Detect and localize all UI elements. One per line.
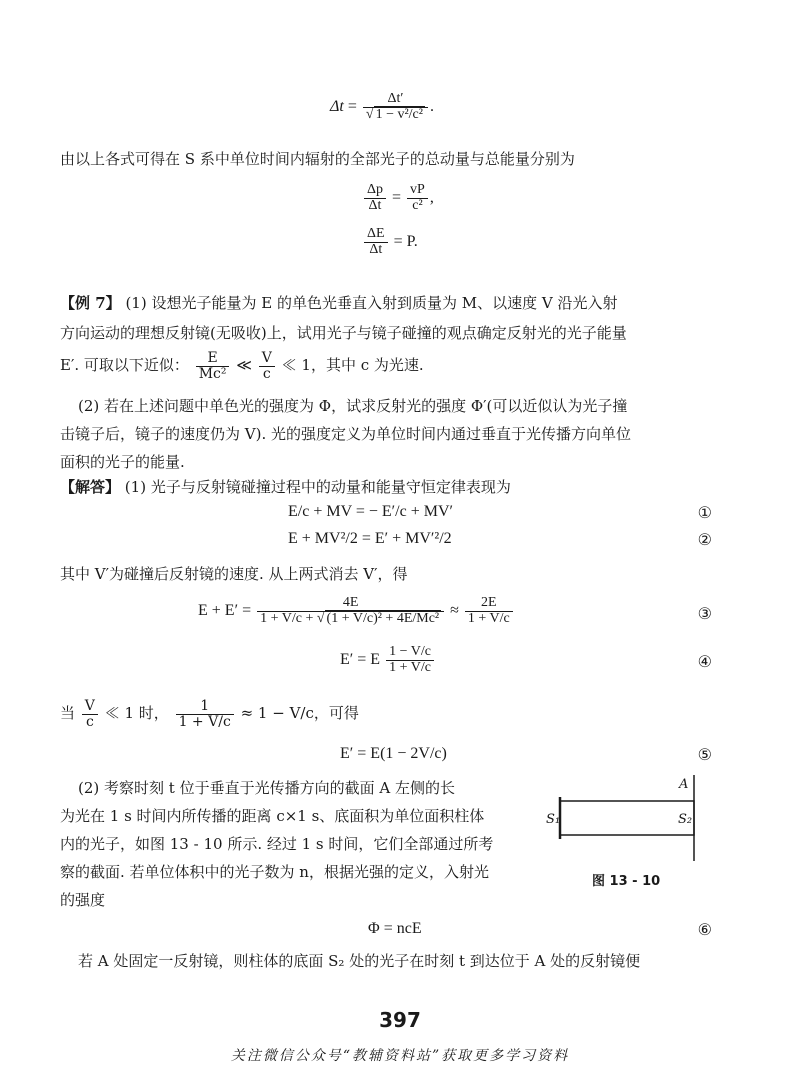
answer-line2: 其中 V′为碰撞后反射镜的速度. 从上两式消去 V′，得 [60, 565, 408, 583]
answer-line1: (1) 光子与反射镜碰撞过程中的动量和能量守恒定律表现为 [124, 478, 511, 496]
equation-de [362, 227, 418, 257]
eq-de-num: ΔE [367, 226, 385, 241]
equation-3-label: ③ [697, 604, 712, 623]
approx-mid: ≪ [236, 356, 252, 374]
eq4-den: 1 + V/c [386, 660, 434, 676]
equation-4 [340, 645, 436, 675]
footer-text: 关注微信公众号“教辅资料站”获取更多学习资料 [230, 1048, 570, 1064]
equation-5: E′ = E(1 − 2V/c) [340, 745, 447, 762]
example-p1-line1: (1) 设想光子能量为 E 的单色光垂直入射到质量为 M、以速度 V 沿光入射 [125, 294, 618, 312]
answer-line-1 [60, 476, 740, 498]
figure-label-s1: S₁ [546, 812, 561, 827]
equation-dt: Δt = $\frac{\Delta t'}{\text{√ 1 − v²/c²}}$ . [330, 91, 434, 122]
answer-p2-line4: 察的截面. 若单位体积中的光子数为 n，根据光强的定义，入射光 [60, 863, 489, 881]
eq-dp-num: Δp [367, 182, 384, 197]
example-p2-line2: 击镜子后，镜子的速度仍为 V). 光的强度定义为单位时间内通过垂直于光传播方向单位 [60, 425, 631, 443]
eq-de-den: Δt [364, 242, 388, 258]
when-line [60, 698, 740, 729]
figure-label-a: A [679, 777, 689, 792]
when-den: c [82, 714, 98, 730]
eq-de-rhs: = P. [393, 232, 418, 250]
example-line-1 [60, 292, 740, 314]
answer-p2-line1: (2) 考察时刻 t 位于垂直于光传播方向的截面 A 左侧的长 [78, 779, 455, 797]
approx-num2: V [261, 349, 272, 366]
equation-6-label: ⑥ [697, 920, 712, 939]
eq3-lhs: E + E′ = [198, 601, 252, 619]
example-p2-line1: (2) 若在上述问题中单色光的强度为 Φ，试求反射光的强度 Φ′(可以近似认为光子撞 [78, 397, 628, 415]
equation-5-label: ⑤ [697, 745, 712, 764]
eq3-den: 1 + V/c + √ (1 + V/c)² + 4E/Mc² [257, 611, 444, 627]
example-tag: 【例 7】 [60, 294, 121, 312]
eq-dp-den: Δt [364, 198, 386, 214]
eq-dt-end: . [429, 97, 434, 115]
equation-1-label: ① [697, 503, 712, 522]
eq-dt-num: Δt′ [387, 91, 404, 106]
equation-1: E/c + MV = − E′/c + MV′ [288, 503, 454, 520]
cylinder-rect [560, 801, 694, 835]
eq3-approx: ≈ [450, 601, 459, 619]
equation-4-label: ④ [697, 652, 712, 671]
answer-p2-line3: 内的光子，如图 13 - 10 所示. 经过 1 s 时间，它们全部通过所考 [60, 835, 494, 853]
approx-num1: E [207, 349, 218, 366]
eq-dp-rhs-den: c² [407, 198, 428, 214]
eq-dt-fraction [363, 92, 428, 122]
answer-p2-line5: 的强度 [60, 891, 106, 909]
eq3-rhs-den: 1 + V/c [465, 611, 513, 627]
example-p1-line2: 方向运动的理想反射镜(无吸收)上，试用光子与镜子碰撞的观点确定反射光的光子能量 [60, 324, 627, 342]
eq-dt-lhs: Δt [330, 97, 344, 115]
figure-caption: 图 13 - 10 [592, 874, 661, 889]
example-line-3 [60, 350, 740, 381]
equation-dp: $\frac{\Delta p}{\Delta t}$ = $\frac{vP}{\text{c²}}$ , [362, 183, 434, 213]
equation-3 [198, 596, 515, 626]
approx-den2: c [259, 366, 275, 382]
equation-2: E + MV²/2 = E′ + MV′²/2 [288, 530, 452, 547]
when-c: ≈ 1 − V/c，可得 [240, 704, 359, 722]
eq4-lhs: E′ = E [340, 650, 381, 668]
equation-2-label: ② [697, 530, 712, 549]
answer-tag: 【解答】 [60, 478, 121, 496]
approx-den1: Mc² [196, 366, 230, 382]
when-num: V [84, 697, 95, 714]
intro-line: 由以上各式可得在 S 系中单位时间内辐射的全部光子的总动量与总能量分别为 [60, 150, 575, 168]
when-a: 当 [60, 704, 76, 722]
when-frac-num: 1 [200, 697, 210, 714]
answer-p2-line2: 为光在 1 s 时间内所传播的距离 c×1 s、底面积为单位面积柱体 [60, 807, 485, 825]
example-p1-line3-a: E′. 可取以下近似： [60, 356, 189, 374]
example-p1-line3-b: ≪ 1，其中 c 为光速. [281, 356, 424, 374]
eq3-num: 4E [342, 595, 359, 610]
eq3-rhs-num: 2E [481, 595, 497, 610]
example-p2-line3: 面积的光子的能量. [60, 453, 185, 471]
figure-label-s2: S₂ [678, 812, 693, 827]
answer-last-line: 若 A 处固定一反射镜，则柱体的底面 S₂ 处的光子在时刻 t 到达位于 A 处的反射镜便 [78, 952, 641, 970]
equation-6: Φ = ncE [368, 920, 422, 937]
eq-dp-end: , [429, 188, 434, 206]
when-frac-den: 1 + V/c [176, 714, 234, 730]
eq4-num: 1 − V/c [389, 644, 431, 659]
eq-dp-rhs-num: vP [410, 182, 425, 197]
page-number: 397 [379, 1008, 421, 1032]
when-b: ≪ 1 时， [104, 704, 169, 722]
eq-dt-den: √ 1 − v²/c² [363, 107, 428, 123]
